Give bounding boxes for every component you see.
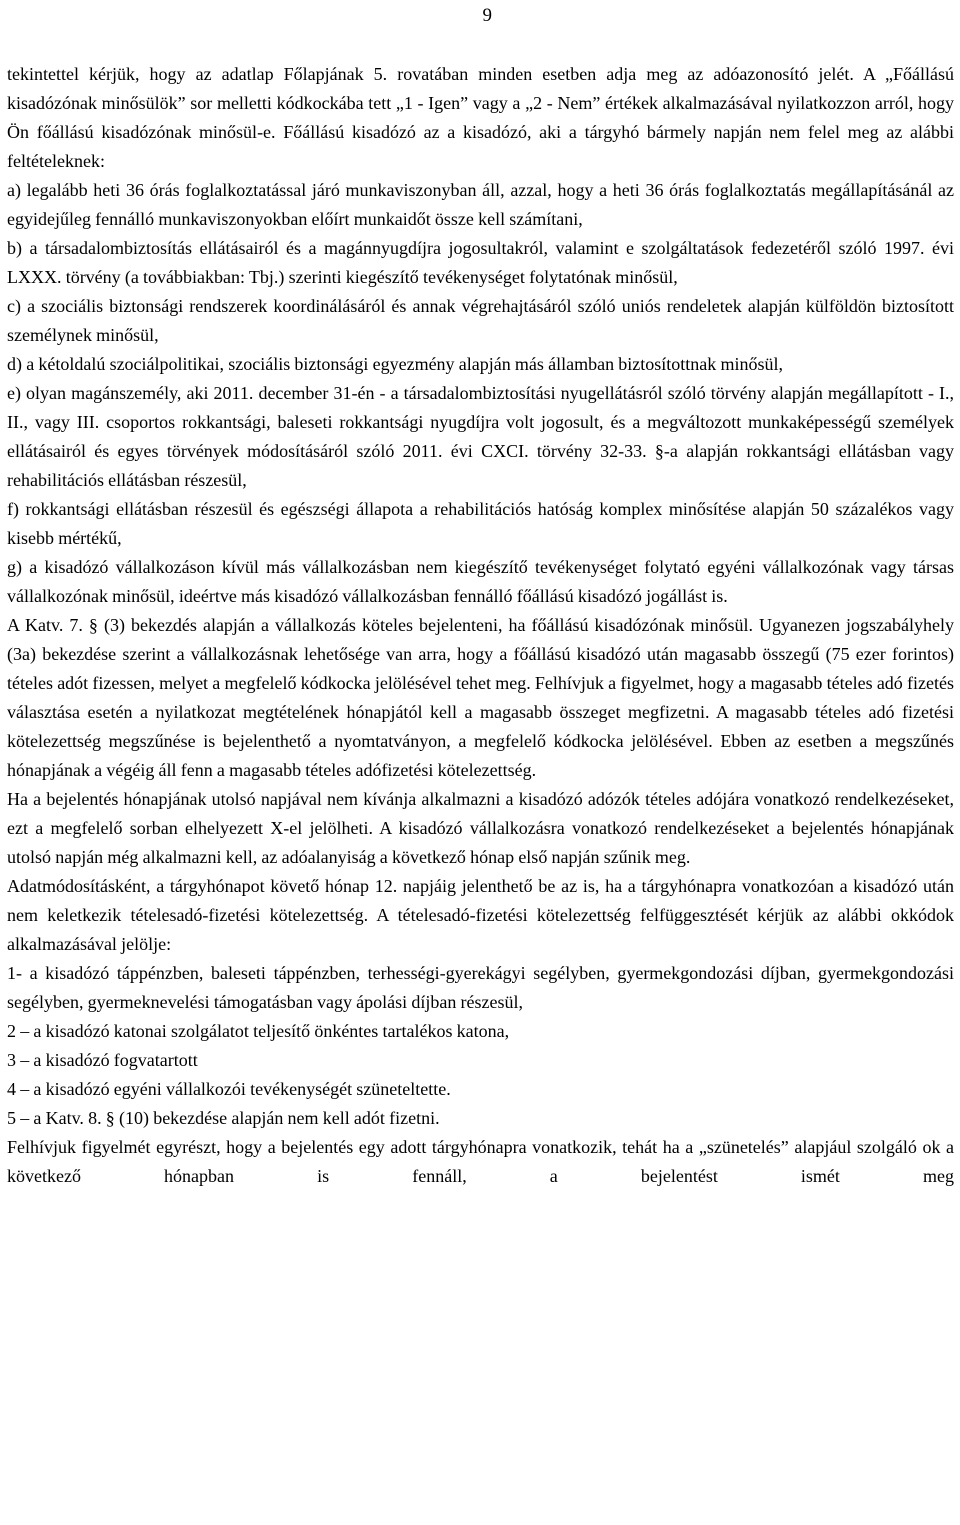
list-item-code-1: 1- a kisadózó táppénzben, baleseti táppénzben, terhességi-gyerekágyi segélyben, gyermekgondozási díjban, gyermekgondozási segélyben, gyermeknevelési támogatásban vagy ápolási díjban részesül, <box>7 963 954 1012</box>
paragraph-condition-g: g) a kisadózó vállalkozáson kívül más vállalkozásban nem kiegészítő tevékenységet folytató egyéni vállalkozónak vagy társas vállalkozónak minősül, ideértve más kisadózó vállalkozásban fennálló főállású kisadózó jogállást is. <box>7 557 954 606</box>
paragraph-intro: tekintettel kérjük, hogy az adatlap Főlapjának 5. rovatában minden esetben adja meg az adóazonosító jelét. A „Főállású kisadózónak minősülök” sor melletti kódkockába tett „1 - Igen” vagy a „2 - Nem” értékek alkalmazásával nyilatkozzon arról, hogy Ön főállású kisadózónak minősül-e. Főállású kisadózó az a kisadózó, aki a tárgyhó bármely napján nem felel meg az alábbi feltételeknek: <box>7 64 954 171</box>
document-body <box>7 60 954 1191</box>
paragraph-termination: Ha a bejelentés hónapjának utolsó napjával nem kívánja alkalmazni a kisadózó adózók tételes adójára vonatkozó rendelkezéseket, ezt a megfelelő sorban elhelyezett X-el jelölheti. A kisadózó vállalkozásra vonatkozó rendelkezéseket a bejelentés hónapjának utolsó napján még alkalmazni kell, az adóalanyiság a következő hónap első napján szűnik meg. <box>7 789 954 867</box>
page-number: 9 <box>482 5 492 26</box>
paragraph-condition-c: c) a szociális biztonsági rendszerek koordinálásáról és annak végrehajtásáról szóló uniós rendeletek alapján külföldön biztosított személynek minősül, <box>7 296 954 345</box>
paragraph-katv-7: A Katv. 7. § (3) bekezdés alapján a vállalkozás köteles bejelenteni, ha főállású kisadózónak minősül. Ugyanezen jogszabályhely (3a) bekezdése szerint a vállalkozásnak lehetősége van arra, hogy a főállású kisadózó után magasabb összegű (75 ezer forintos) tételes adót fizessen, melyet a megfelelő kódkocka jelölésével tehet meg. Felhívjuk a figyelmet, hogy a magasabb tételes adó fizetés választása esetén a nyilatkozat megtételének hónapjától kell a magasabb összeget megfizetni. A magasabb tételes adó fizetési kötelezettség megszűnése is bejelenthető a nyomtatványon, a megfelelő kódkocka jelölésével. Ebben az esetben a megszűnés hónapjának a végéig áll fenn a magasabb tételes adófizetési kötelezettség. <box>7 615 954 780</box>
list-item-code-4: 4 – a kisadózó egyéni vállalkozói tevékenységét szüneteltette. <box>7 1079 451 1099</box>
paragraph-condition-a: a) legalább heti 36 órás foglalkoztatással járó munkaviszonyban áll, azzal, hogy a heti 36 órás foglalkoztatás megállapításánál az egyidejűleg fennálló munkaviszonyokban előírt munkaidőt össze kell számítani, <box>7 180 954 229</box>
paragraph-data-modification: Adatmódosításként, a tárgyhónapot követő hónap 12. napjáig jelenthető be az is, ha a tárgyhónapra vonatkozóan a kisadózó után nem keletkezik tételesadó-fizetési kötelezettség. A tételesadó-fizetési kötelezettség felfüggesztését kérjük az alábbi okkódok alkalmazásával jelölje: <box>7 876 954 954</box>
paragraph-condition-f: f) rokkantsági ellátásban részesül és egészségi állapota a rehabilitációs hatóság komplex minősítése alapján 50 százalékos vagy kisebb mértékű, <box>7 499 954 548</box>
list-item-code-5: 5 – a Katv. 8. § (10) bekezdése alapján nem kell adót fizetni. <box>7 1108 440 1128</box>
list-item-code-2: 2 – a kisadózó katonai szolgálatot teljesítő önkéntes tartalékos katona, <box>7 1021 510 1041</box>
paragraph-condition-e: e) olyan magánszemély, aki 2011. december 31-én - a társadalombiztosítási nyugellátásról szóló törvény alapján megállapított - I., II., vagy III. csoportos rokkantsági, baleseti rokkantsági nyugdíjra volt jogosult, és a megváltozott munkaképességű személyek ellátásairól és egyes törvények módosításáról szóló 2011. évi CXCI. törvény 32-33. §-a alapján rokkantsági ellátásban vagy rehabilitációs ellátásban részesül, <box>7 383 954 490</box>
paragraph-condition-b: b) a társadalombiztosítás ellátásairól és a magánnyugdíjra jogosultakról, valamint e szolgáltatások fedezetéről szóló 1997. évi LXXX. törvény (a továbbiakban: Tbj.) szerinti kiegészítő tevékenységet folytatónak minősül, <box>7 238 954 287</box>
paragraph-closing: Felhívjuk figyelmét egyrészt, hogy a bejelentés egy adott tárgyhónapra vonatkozik, tehát ha a „szünetelés” alapjául szolgáló ok a következő hónapban is fennáll, a bejelentést ismét meg <box>7 1137 954 1186</box>
list-item-code-3: 3 – a kisadózó fogvatartott <box>7 1050 198 1070</box>
paragraph-condition-d: d) a kétoldalú szociálpolitikai, szociális biztonsági egyezmény alapján más államban biztosítottnak minősül, <box>7 354 783 374</box>
